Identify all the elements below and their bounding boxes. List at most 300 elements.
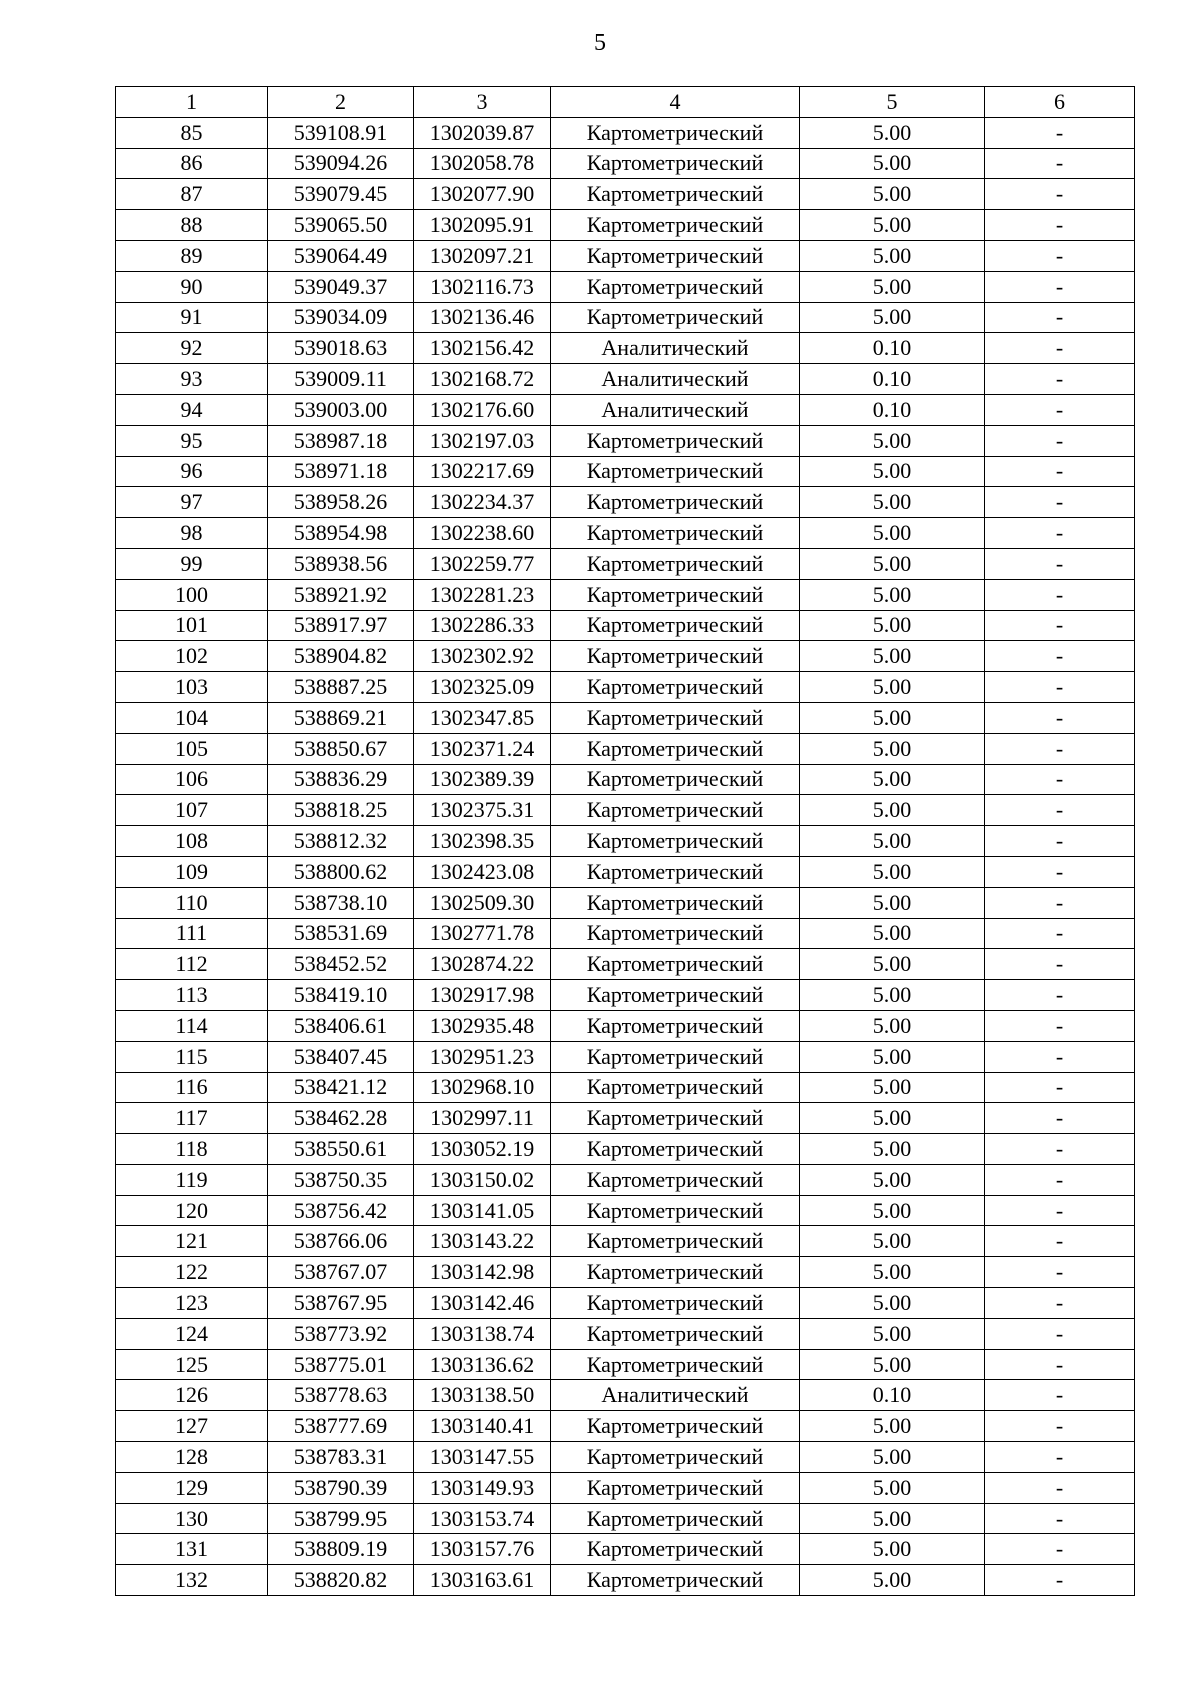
x-coordinate-cell: 538820.82 — [268, 1565, 414, 1596]
y-coordinate-cell: 1302281.23 — [414, 579, 551, 610]
x-coordinate-cell: 538531.69 — [268, 918, 414, 949]
note-cell: - — [985, 394, 1135, 425]
method-cell: Картометрический — [551, 240, 800, 271]
note-cell: - — [985, 1411, 1135, 1442]
table-row — [116, 179, 1135, 210]
y-coordinate-cell: 1303147.55 — [414, 1442, 551, 1473]
note-cell: - — [985, 425, 1135, 456]
x-coordinate-cell: 538738.10 — [268, 887, 414, 918]
method-cell: Картометрический — [551, 1318, 800, 1349]
accuracy-cell: 5.00 — [800, 764, 985, 795]
note-cell: - — [985, 856, 1135, 887]
accuracy-cell: 5.00 — [800, 1318, 985, 1349]
y-coordinate-cell: 1302039.87 — [414, 117, 551, 148]
y-coordinate-cell: 1302347.85 — [414, 702, 551, 733]
point-number-cell: 96 — [116, 456, 268, 487]
accuracy-cell: 5.00 — [800, 672, 985, 703]
note-cell: - — [985, 117, 1135, 148]
y-coordinate-cell: 1302398.35 — [414, 826, 551, 857]
accuracy-cell: 5.00 — [800, 117, 985, 148]
x-coordinate-cell: 538421.12 — [268, 1072, 414, 1103]
table-row — [116, 271, 1135, 302]
y-coordinate-cell: 1302325.09 — [414, 672, 551, 703]
table-row — [116, 1226, 1135, 1257]
accuracy-cell: 5.00 — [800, 1226, 985, 1257]
note-cell: - — [985, 1257, 1135, 1288]
x-coordinate-cell: 538809.19 — [268, 1534, 414, 1565]
column-header: 3 — [414, 87, 551, 118]
x-coordinate-cell: 539009.11 — [268, 364, 414, 395]
method-cell: Картометрический — [551, 733, 800, 764]
method-cell: Картометрический — [551, 1103, 800, 1134]
point-number-cell: 121 — [116, 1226, 268, 1257]
table-row — [116, 1472, 1135, 1503]
note-cell: - — [985, 610, 1135, 641]
table-row — [116, 1380, 1135, 1411]
x-coordinate-cell: 538921.92 — [268, 579, 414, 610]
note-cell: - — [985, 148, 1135, 179]
table-row — [116, 1318, 1135, 1349]
table-row — [116, 333, 1135, 364]
accuracy-cell: 5.00 — [800, 610, 985, 641]
point-number-cell: 92 — [116, 333, 268, 364]
note-cell: - — [985, 826, 1135, 857]
point-number-cell: 108 — [116, 826, 268, 857]
method-cell: Картометрический — [551, 1503, 800, 1534]
accuracy-cell: 5.00 — [800, 1288, 985, 1319]
method-cell: Картометрический — [551, 702, 800, 733]
y-coordinate-cell: 1303052.19 — [414, 1134, 551, 1165]
x-coordinate-cell: 538775.01 — [268, 1349, 414, 1380]
x-coordinate-cell: 538904.82 — [268, 641, 414, 672]
method-cell: Аналитический — [551, 1380, 800, 1411]
point-number-cell: 105 — [116, 733, 268, 764]
table-row — [116, 210, 1135, 241]
accuracy-cell: 5.00 — [800, 548, 985, 579]
table-row — [116, 302, 1135, 333]
table-row — [116, 394, 1135, 425]
point-number-cell: 123 — [116, 1288, 268, 1319]
accuracy-cell: 5.00 — [800, 1134, 985, 1165]
table-row — [116, 1041, 1135, 1072]
method-cell: Картометрический — [551, 1411, 800, 1442]
table-row — [116, 1072, 1135, 1103]
accuracy-cell: 5.00 — [800, 641, 985, 672]
table-row — [116, 1195, 1135, 1226]
point-number-cell: 127 — [116, 1411, 268, 1442]
accuracy-cell: 5.00 — [800, 1072, 985, 1103]
accuracy-cell: 0.10 — [800, 1380, 985, 1411]
note-cell: - — [985, 1103, 1135, 1134]
table-row — [116, 672, 1135, 703]
x-coordinate-cell: 538850.67 — [268, 733, 414, 764]
table-row — [116, 1103, 1135, 1134]
y-coordinate-cell: 1303138.74 — [414, 1318, 551, 1349]
note-cell: - — [985, 1503, 1135, 1534]
accuracy-cell: 5.00 — [800, 487, 985, 518]
y-coordinate-cell: 1302286.33 — [414, 610, 551, 641]
point-number-cell: 115 — [116, 1041, 268, 1072]
y-coordinate-cell: 1302116.73 — [414, 271, 551, 302]
point-number-cell: 94 — [116, 394, 268, 425]
x-coordinate-cell: 538971.18 — [268, 456, 414, 487]
y-coordinate-cell: 1303163.61 — [414, 1565, 551, 1596]
note-cell: - — [985, 1041, 1135, 1072]
point-number-cell: 103 — [116, 672, 268, 703]
y-coordinate-cell: 1302197.03 — [414, 425, 551, 456]
x-coordinate-cell: 538406.61 — [268, 1010, 414, 1041]
x-coordinate-cell: 538954.98 — [268, 518, 414, 549]
method-cell: Картометрический — [551, 795, 800, 826]
x-coordinate-cell: 538750.35 — [268, 1164, 414, 1195]
column-header: 6 — [985, 87, 1135, 118]
point-number-cell: 109 — [116, 856, 268, 887]
accuracy-cell: 5.00 — [800, 1041, 985, 1072]
note-cell: - — [985, 918, 1135, 949]
coordinates-table — [115, 86, 1135, 1596]
accuracy-cell: 5.00 — [800, 148, 985, 179]
point-number-cell: 114 — [116, 1010, 268, 1041]
method-cell: Картометрический — [551, 1010, 800, 1041]
method-cell: Картометрический — [551, 425, 800, 456]
note-cell: - — [985, 579, 1135, 610]
note-cell: - — [985, 672, 1135, 703]
point-number-cell: 86 — [116, 148, 268, 179]
method-cell: Картометрический — [551, 1442, 800, 1473]
table-row — [116, 518, 1135, 549]
note-cell: - — [985, 548, 1135, 579]
table-row — [116, 456, 1135, 487]
column-header: 1 — [116, 87, 268, 118]
method-cell: Картометрический — [551, 1195, 800, 1226]
accuracy-cell: 5.00 — [800, 826, 985, 857]
x-coordinate-cell: 538938.56 — [268, 548, 414, 579]
table-row — [116, 980, 1135, 1011]
point-number-cell: 97 — [116, 487, 268, 518]
table-row — [116, 764, 1135, 795]
y-coordinate-cell: 1302176.60 — [414, 394, 551, 425]
x-coordinate-cell: 538407.45 — [268, 1041, 414, 1072]
accuracy-cell: 5.00 — [800, 1257, 985, 1288]
accuracy-cell: 5.00 — [800, 1164, 985, 1195]
method-cell: Картометрический — [551, 949, 800, 980]
y-coordinate-cell: 1302951.23 — [414, 1041, 551, 1072]
note-cell: - — [985, 1534, 1135, 1565]
x-coordinate-cell: 539018.63 — [268, 333, 414, 364]
point-number-cell: 111 — [116, 918, 268, 949]
method-cell: Картометрический — [551, 1565, 800, 1596]
table-row — [116, 733, 1135, 764]
column-header: 5 — [800, 87, 985, 118]
table-body — [116, 117, 1135, 1595]
note-cell: - — [985, 887, 1135, 918]
x-coordinate-cell: 538778.63 — [268, 1380, 414, 1411]
y-coordinate-cell: 1303150.02 — [414, 1164, 551, 1195]
y-coordinate-cell: 1302168.72 — [414, 364, 551, 395]
accuracy-cell: 5.00 — [800, 918, 985, 949]
point-number-cell: 104 — [116, 702, 268, 733]
y-coordinate-cell: 1302935.48 — [414, 1010, 551, 1041]
method-cell: Картометрический — [551, 548, 800, 579]
method-cell: Картометрический — [551, 1072, 800, 1103]
method-cell: Картометрический — [551, 1472, 800, 1503]
x-coordinate-cell: 538756.42 — [268, 1195, 414, 1226]
point-number-cell: 90 — [116, 271, 268, 302]
note-cell: - — [985, 210, 1135, 241]
method-cell: Картометрический — [551, 1041, 800, 1072]
note-cell: - — [985, 641, 1135, 672]
table-row — [116, 795, 1135, 826]
y-coordinate-cell: 1302389.39 — [414, 764, 551, 795]
note-cell: - — [985, 1010, 1135, 1041]
method-cell: Картометрический — [551, 672, 800, 703]
y-coordinate-cell: 1302238.60 — [414, 518, 551, 549]
accuracy-cell: 5.00 — [800, 1411, 985, 1442]
x-coordinate-cell: 538917.97 — [268, 610, 414, 641]
table-row — [116, 425, 1135, 456]
table-row — [116, 1411, 1135, 1442]
x-coordinate-cell: 538836.29 — [268, 764, 414, 795]
accuracy-cell: 5.00 — [800, 271, 985, 302]
method-cell: Картометрический — [551, 210, 800, 241]
accuracy-cell: 5.00 — [800, 1534, 985, 1565]
point-number-cell: 118 — [116, 1134, 268, 1165]
point-number-cell: 116 — [116, 1072, 268, 1103]
table-row — [116, 1349, 1135, 1380]
point-number-cell: 107 — [116, 795, 268, 826]
method-cell: Картометрический — [551, 1164, 800, 1195]
accuracy-cell: 5.00 — [800, 1442, 985, 1473]
accuracy-cell: 5.00 — [800, 210, 985, 241]
y-coordinate-cell: 1303157.76 — [414, 1534, 551, 1565]
method-cell: Картометрический — [551, 918, 800, 949]
x-coordinate-cell: 538818.25 — [268, 795, 414, 826]
x-coordinate-cell: 539108.91 — [268, 117, 414, 148]
x-coordinate-cell: 539094.26 — [268, 148, 414, 179]
accuracy-cell: 5.00 — [800, 1472, 985, 1503]
table-row — [116, 1442, 1135, 1473]
point-number-cell: 112 — [116, 949, 268, 980]
note-cell: - — [985, 364, 1135, 395]
accuracy-cell: 5.00 — [800, 733, 985, 764]
note-cell: - — [985, 302, 1135, 333]
x-coordinate-cell: 538812.32 — [268, 826, 414, 857]
table-row — [116, 1010, 1135, 1041]
point-number-cell: 131 — [116, 1534, 268, 1565]
note-cell: - — [985, 518, 1135, 549]
table-row — [116, 1164, 1135, 1195]
note-cell: - — [985, 1195, 1135, 1226]
y-coordinate-cell: 1302968.10 — [414, 1072, 551, 1103]
accuracy-cell: 5.00 — [800, 240, 985, 271]
method-cell: Картометрический — [551, 980, 800, 1011]
x-coordinate-cell: 538773.92 — [268, 1318, 414, 1349]
point-number-cell: 98 — [116, 518, 268, 549]
note-cell: - — [985, 1442, 1135, 1473]
x-coordinate-cell: 538987.18 — [268, 425, 414, 456]
y-coordinate-cell: 1302917.98 — [414, 980, 551, 1011]
table-row — [116, 579, 1135, 610]
accuracy-cell: 0.10 — [800, 394, 985, 425]
method-cell: Картометрический — [551, 302, 800, 333]
point-number-cell: 128 — [116, 1442, 268, 1473]
table-row — [116, 856, 1135, 887]
note-cell: - — [985, 795, 1135, 826]
point-number-cell: 119 — [116, 1164, 268, 1195]
table-row — [116, 949, 1135, 980]
accuracy-cell: 5.00 — [800, 1103, 985, 1134]
point-number-cell: 117 — [116, 1103, 268, 1134]
y-coordinate-cell: 1302423.08 — [414, 856, 551, 887]
y-coordinate-cell: 1303136.62 — [414, 1349, 551, 1380]
note-cell: - — [985, 980, 1135, 1011]
note-cell: - — [985, 1318, 1135, 1349]
table-row — [116, 641, 1135, 672]
column-header: 2 — [268, 87, 414, 118]
note-cell: - — [985, 733, 1135, 764]
table-row — [116, 1134, 1135, 1165]
point-number-cell: 101 — [116, 610, 268, 641]
table-row — [116, 1534, 1135, 1565]
point-number-cell: 89 — [116, 240, 268, 271]
accuracy-cell: 5.00 — [800, 795, 985, 826]
x-coordinate-cell: 538783.31 — [268, 1442, 414, 1473]
x-coordinate-cell: 538777.69 — [268, 1411, 414, 1442]
y-coordinate-cell: 1303138.50 — [414, 1380, 551, 1411]
method-cell: Картометрический — [551, 826, 800, 857]
y-coordinate-cell: 1302058.78 — [414, 148, 551, 179]
y-coordinate-cell: 1303149.93 — [414, 1472, 551, 1503]
y-coordinate-cell: 1302095.91 — [414, 210, 551, 241]
note-cell: - — [985, 271, 1135, 302]
accuracy-cell: 5.00 — [800, 456, 985, 487]
table-row — [116, 887, 1135, 918]
point-number-cell: 130 — [116, 1503, 268, 1534]
method-cell: Картометрический — [551, 1134, 800, 1165]
method-cell: Картометрический — [551, 1349, 800, 1380]
point-number-cell: 87 — [116, 179, 268, 210]
y-coordinate-cell: 1302156.42 — [414, 333, 551, 364]
accuracy-cell: 0.10 — [800, 333, 985, 364]
table-row — [116, 240, 1135, 271]
note-cell: - — [985, 1472, 1135, 1503]
x-coordinate-cell: 538958.26 — [268, 487, 414, 518]
method-cell: Картометрический — [551, 456, 800, 487]
note-cell: - — [985, 456, 1135, 487]
point-number-cell: 126 — [116, 1380, 268, 1411]
y-coordinate-cell: 1302097.21 — [414, 240, 551, 271]
page-number: 5 — [594, 30, 606, 56]
table-row — [116, 1257, 1135, 1288]
note-cell: - — [985, 1288, 1135, 1319]
table-header-row — [116, 87, 1135, 118]
table-row — [116, 364, 1135, 395]
column-header: 4 — [551, 87, 800, 118]
method-cell: Картометрический — [551, 856, 800, 887]
accuracy-cell: 5.00 — [800, 702, 985, 733]
x-coordinate-cell: 539034.09 — [268, 302, 414, 333]
point-number-cell: 120 — [116, 1195, 268, 1226]
point-number-cell: 102 — [116, 641, 268, 672]
method-cell: Картометрический — [551, 1288, 800, 1319]
note-cell: - — [985, 702, 1135, 733]
note-cell: - — [985, 487, 1135, 518]
y-coordinate-cell: 1302234.37 — [414, 487, 551, 518]
point-number-cell: 95 — [116, 425, 268, 456]
accuracy-cell: 5.00 — [800, 302, 985, 333]
method-cell: Картометрический — [551, 518, 800, 549]
x-coordinate-cell: 538452.52 — [268, 949, 414, 980]
note-cell: - — [985, 333, 1135, 364]
table-row — [116, 487, 1135, 518]
accuracy-cell: 5.00 — [800, 949, 985, 980]
method-cell: Картометрический — [551, 764, 800, 795]
accuracy-cell: 5.00 — [800, 1565, 985, 1596]
method-cell: Картометрический — [551, 887, 800, 918]
table-row — [116, 117, 1135, 148]
x-coordinate-cell: 539003.00 — [268, 394, 414, 425]
accuracy-cell: 5.00 — [800, 856, 985, 887]
y-coordinate-cell: 1302136.46 — [414, 302, 551, 333]
y-coordinate-cell: 1303153.74 — [414, 1503, 551, 1534]
note-cell: - — [985, 240, 1135, 271]
x-coordinate-cell: 539049.37 — [268, 271, 414, 302]
table-row — [116, 610, 1135, 641]
method-cell: Картометрический — [551, 148, 800, 179]
table-row — [116, 702, 1135, 733]
method-cell: Картометрический — [551, 1226, 800, 1257]
table-row — [116, 918, 1135, 949]
y-coordinate-cell: 1302509.30 — [414, 887, 551, 918]
method-cell: Картометрический — [551, 641, 800, 672]
point-number-cell: 124 — [116, 1318, 268, 1349]
y-coordinate-cell: 1302259.77 — [414, 548, 551, 579]
y-coordinate-cell: 1303141.05 — [414, 1195, 551, 1226]
note-cell: - — [985, 1164, 1135, 1195]
x-coordinate-cell: 538869.21 — [268, 702, 414, 733]
point-number-cell: 100 — [116, 579, 268, 610]
method-cell: Картометрический — [551, 610, 800, 641]
y-coordinate-cell: 1302371.24 — [414, 733, 551, 764]
accuracy-cell: 5.00 — [800, 579, 985, 610]
note-cell: - — [985, 1380, 1135, 1411]
note-cell: - — [985, 764, 1135, 795]
y-coordinate-cell: 1303142.46 — [414, 1288, 551, 1319]
x-coordinate-cell: 539064.49 — [268, 240, 414, 271]
note-cell: - — [985, 1226, 1135, 1257]
y-coordinate-cell: 1302874.22 — [414, 949, 551, 980]
x-coordinate-cell: 538419.10 — [268, 980, 414, 1011]
x-coordinate-cell: 538462.28 — [268, 1103, 414, 1134]
x-coordinate-cell: 538887.25 — [268, 672, 414, 703]
accuracy-cell: 5.00 — [800, 425, 985, 456]
point-number-cell: 99 — [116, 548, 268, 579]
y-coordinate-cell: 1302217.69 — [414, 456, 551, 487]
accuracy-cell: 5.00 — [800, 179, 985, 210]
accuracy-cell: 5.00 — [800, 1349, 985, 1380]
point-number-cell: 85 — [116, 117, 268, 148]
point-number-cell: 122 — [116, 1257, 268, 1288]
table-row — [116, 826, 1135, 857]
x-coordinate-cell: 538766.06 — [268, 1226, 414, 1257]
point-number-cell: 106 — [116, 764, 268, 795]
point-number-cell: 113 — [116, 980, 268, 1011]
accuracy-cell: 5.00 — [800, 518, 985, 549]
x-coordinate-cell: 538790.39 — [268, 1472, 414, 1503]
table-row — [116, 148, 1135, 179]
accuracy-cell: 5.00 — [800, 980, 985, 1011]
note-cell: - — [985, 179, 1135, 210]
